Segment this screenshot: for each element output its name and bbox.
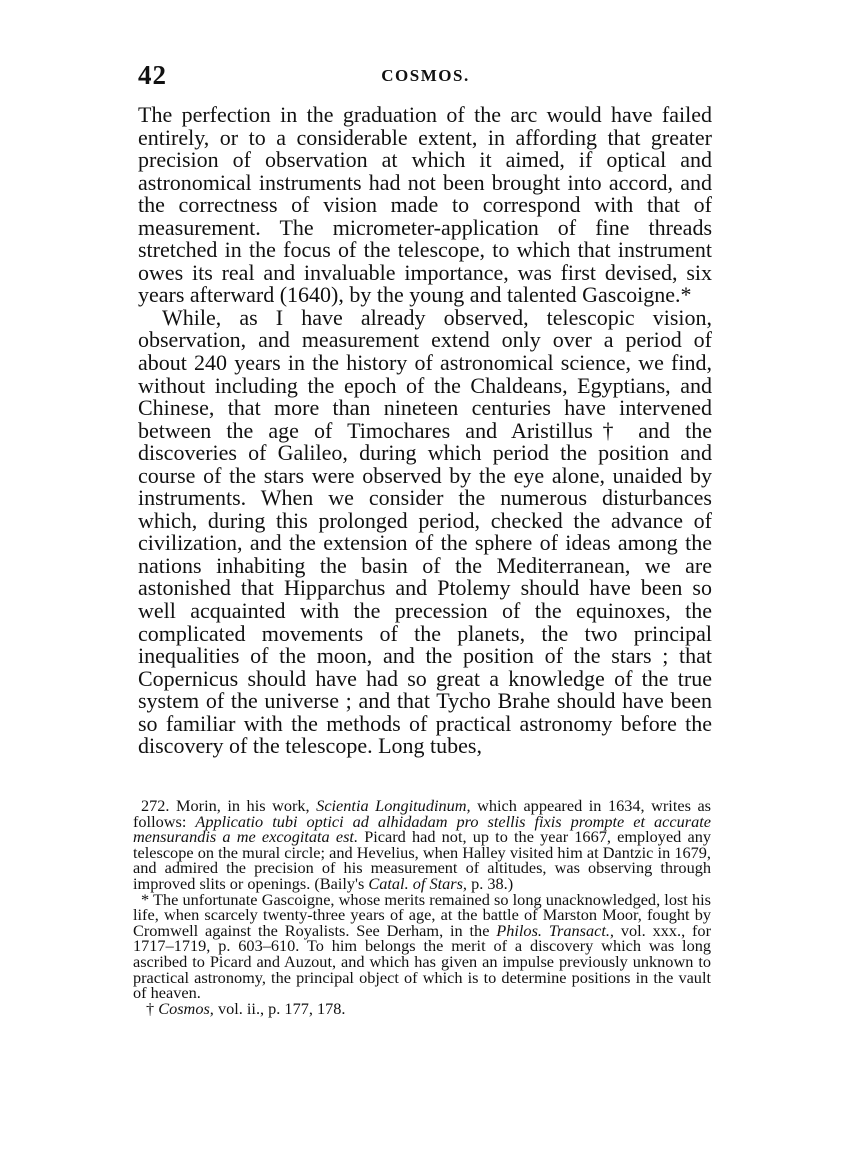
footnote-dagger: [133, 998, 711, 1018]
footnotes: [133, 798, 711, 1016]
footnote-text: vol. ii., p. 177, 178.: [213, 998, 346, 1018]
footnote-number: 272.: [141, 796, 170, 815]
work-title: Philos. Transact.,: [496, 920, 614, 940]
work-title: Scientia Longitudinum,: [316, 796, 471, 815]
paragraph: While, as I have already observed, telescopic vision, observation, and measurement extend only over a period of about 240 years in the history of astronomical science, we find, without including the epoch of the Chaldeans, Egyptians, and Chinese, that more than nineteen centuries have intervened between the age of Timochares and Aristillus† and the discoveries of Galileo, during which period the position and course of the stars were observed by the eye alone, unaided by instruments. When we consider the numerous disturbances which, during this prolonged period, checked the advance of civilization, and the extension of the sphere of ideas among the nations inhabiting the basin of the Mediterranean, we are astonished that Hipparchus and Ptolemy should have been so well acquainted with the precession of the equinoxes, the complicated movements of the planets, the two principal inequalities of the moon, and the position of the stars ; that Copernicus should have had so great a knowledge of the true system of the universe ; and that Tycho Brahe should have been so familiar with the methods of practical astronomy before the discovery of the telescope. Long tubes,: [138, 304, 712, 759]
main-text: [138, 104, 712, 758]
footnote-star: [133, 889, 711, 1003]
paragraph: The perfection in the graduation of the arc would have failed entirely, or to a considerable extent, in affording that greater precision of observation at which it aimed, if optical and astronomical instruments had not been brought into accord, and the correctness of vision made to correspond with that of measurement. The micrometer-application of fine threads stretched in the focus of the telescope, to which that instrument owes its real and invaluable importance, was first devised, six years afterward (1640), by the young and talented Gascoigne.*: [138, 102, 712, 308]
work-title: Catal. of Stars,: [368, 873, 468, 893]
footnote-mark: †: [146, 998, 159, 1018]
running-title: COSMOS.: [381, 66, 470, 85]
page-header: [138, 60, 713, 90]
footnote-text: p. 38.): [467, 873, 514, 893]
page-number: 42: [138, 60, 167, 90]
footnote-text: which appeared in 1634, writes as follows:: [133, 796, 712, 831]
footnote-text: Morin, in his work,: [169, 796, 317, 815]
latin-quote: Applicatio tubi optici ad alhidadam pro stellis fixis prompte et accurate mensurandis a me excogitata est.: [133, 811, 711, 847]
footnote-text: * The unfortunate Gascoigne, whose merits remained so long unacknowledged, lost his life, when scarcely twenty-three years of age, at the battle of Marston Moor, fought by Cromwell against the Royalists. See Derham, in the: [133, 889, 711, 940]
footnote-text: Picard had not, up to the year 1667, employed any telescope on the mural circle; and Hevelius, when Halley visited him at Dantzic in 1679, and admired the precision of his measurement of altitudes, was observing through improved slits or openings. (Baily's: [133, 827, 711, 893]
footnote-272: [133, 798, 711, 892]
footnote-text: vol. xxx., for 1717–1719, p. 603–610. To him belongs the merit of a discovery which was long ascribed to Picard and Auzout, and which has given an impulse previously unknown to practical astronomy, the principal object of which is to determine positions in the vault of heaven.: [133, 920, 711, 1003]
work-title: Cosmos,: [158, 998, 214, 1018]
